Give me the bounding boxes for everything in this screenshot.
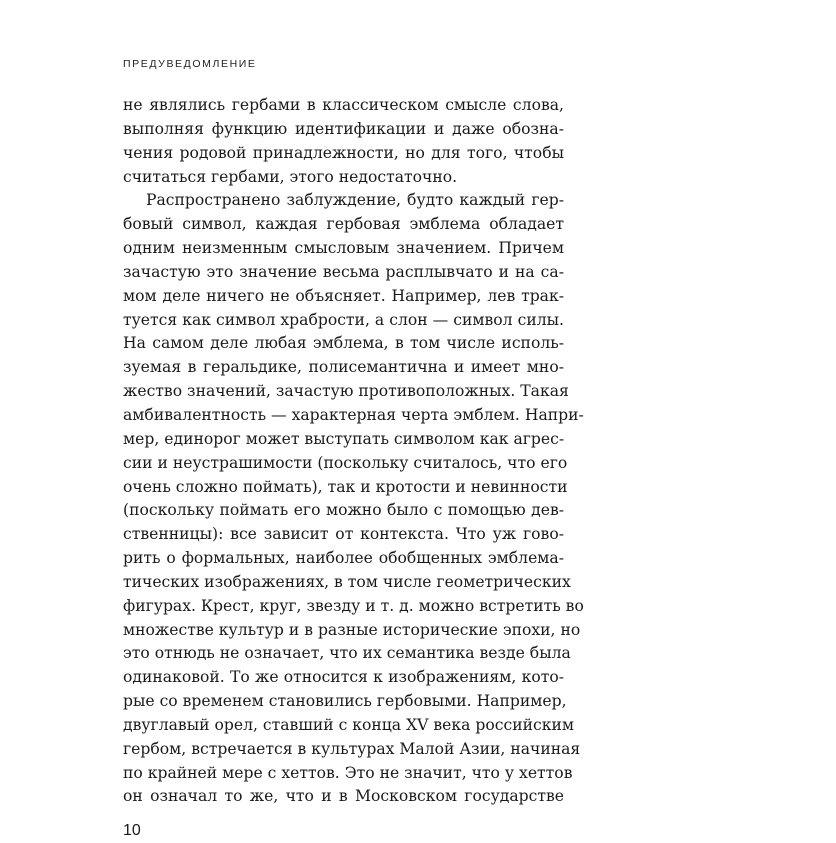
text-line: считаться гербами, этого недостаточно. [123, 167, 458, 186]
text-line: сии и неустрашимости (поскольку считалось, что его [123, 453, 568, 472]
text-line: рить о формальных, наиболее обобщенных эмблема- [123, 549, 564, 568]
running-head: ПРЕДУВЕДОМЛЕНИЕ [123, 58, 257, 70]
text-line: тических изображениях, в том числе геометрических [123, 572, 571, 591]
text-line: не являлись гербами в классическом смысле слова, [123, 96, 564, 114]
text-line: по крайней мере с хеттов. Это не значит, что у хеттов [123, 763, 573, 782]
text-line: мер, единорог может выступать символом как агрес- [123, 429, 565, 448]
text-line: жество значений, зачастую противоположных. Такая [123, 382, 569, 401]
text-line: выполняя функцию идентификации и даже обозна- [123, 119, 564, 138]
text-line: мом деле ничего не объясняет. Например, лев трак- [123, 286, 564, 305]
text-line: туется как символ храбрости, а слон — символ силы. [123, 310, 564, 329]
text-line: бовый символ, каждая гербовая эмблема обладает [123, 215, 564, 234]
paragraph-2 [123, 189, 584, 809]
text-line: двуглавый орел, ставший с конца XV века российским [123, 715, 575, 734]
text-line: амбивалентность — характерная черта эмблем. Напри- [123, 405, 584, 424]
text-line: чения родовой принадлежности, но для того, чтобы [123, 143, 564, 162]
body-text [123, 94, 584, 809]
paragraph-1 [123, 94, 564, 189]
text-line: одним неизменным смысловым значением. Причем [123, 239, 564, 258]
text-line: одинаковой. То же относится к изображениям, кото- [123, 668, 564, 687]
text-line: фигурах. Крест, круг, звезду и т. д. можно встретить во [123, 596, 584, 615]
text-line: очень сложно поймать), так и кротости и невинности [123, 477, 568, 496]
text-line: множестве культур и в разные исторические эпохи, но [123, 620, 581, 639]
text-line: Распространено заблуждение, будто каждый гер- [146, 191, 564, 210]
text-line: гербом, встречается в культурах Малой Азии, начиная [123, 739, 581, 758]
text-line: зачастую это значение весьма расплывчато и на са- [123, 262, 564, 281]
text-line: он означал то же, что и в Московском государстве [123, 787, 564, 806]
text-line: ственницы): все зависит от контекста. Что уж гово- [123, 525, 564, 544]
text-line: (поскольку поймать его можно было с помощью дев- [123, 501, 564, 520]
text-line: рые со временем становились гербовыми. Например, [123, 692, 567, 711]
text-line: На самом деле любая эмблема, в том числе исполь- [123, 334, 564, 353]
text-line: это отнюдь не означает, что их семантика везде была [123, 644, 571, 663]
page-number: 10 [123, 822, 141, 839]
text-line: зуемая в геральдике, полисемантична и имеет мно- [123, 358, 564, 377]
